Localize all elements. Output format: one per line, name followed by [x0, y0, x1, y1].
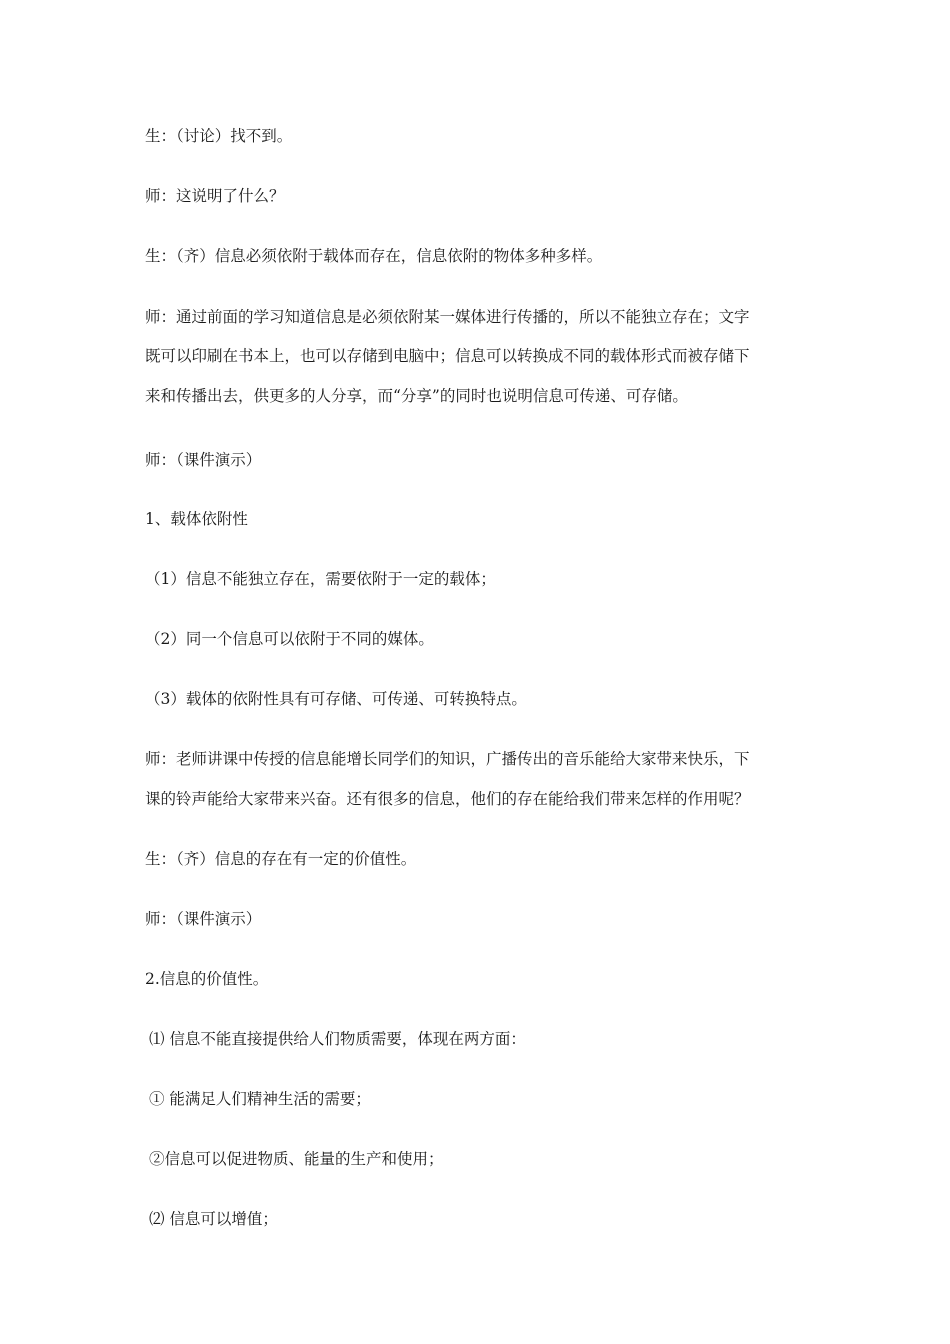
list-item-2: （2）同一个信息可以依附于不同的媒体。: [145, 630, 434, 648]
paragraph-teacher-question: 师：这说明了什么？: [145, 187, 285, 205]
list-item-3: （3）载体的依附性具有可存储、可传递、可转换特点。: [145, 690, 527, 708]
paragraph-student-discussion: 生：（讨论）找不到。: [145, 127, 293, 145]
paragraph-courseware-demo: 师：（课件演示）: [145, 451, 262, 469]
paragraph-teacher-value-line-2: 课的铃声能给大家带来兴奋。还有很多的信息，他们的存在能给我们带来怎样的作用呢？: [145, 790, 750, 808]
paragraph-teacher-value-line-1: 师：老师讲课中传授的信息能增长同学们的知识，广播传出的音乐能给大家带来快乐，下: [145, 750, 750, 768]
list-item-value-2: ⑵ 信息可以增值；: [149, 1210, 278, 1228]
list-item-1: （1）信息不能独立存在，需要依附于一定的载体；: [145, 570, 496, 588]
paragraph-teacher-explanation-line-2: 既可以印刷在书本上，也可以存储到电脑中；信息可以转换成不同的载体形式而被存储下: [145, 347, 750, 365]
paragraph-courseware-demo-2: 师：（课件演示）: [145, 910, 262, 928]
paragraph-teacher-explanation-line-1: 师：通过前面的学习知道信息是必须依附某一媒体进行传播的，所以不能独立存在；文字: [145, 308, 750, 326]
heading-carrier-dependency: 1、载体依附性: [145, 510, 248, 528]
paragraph-student-answer: 生：（齐）信息必须依附于载体而存在，信息依附的物体多种多样。: [145, 247, 603, 265]
paragraph-teacher-explanation-line-3: 来和传播出去，供更多的人分享，而“分享”的同时也说明信息可传递、可存储。: [145, 387, 688, 405]
heading-information-value: 2.信息的价值性。: [145, 970, 269, 988]
list-item-value-1b: ②信息可以促进物质、能量的生产和使用；: [149, 1150, 444, 1168]
list-item-value-1a: ① 能满足人们精神生活的需要；: [149, 1090, 371, 1108]
list-item-value-1: ⑴ 信息不能直接提供给人们物质需要，体现在两方面：: [149, 1030, 526, 1048]
paragraph-student-value: 生：（齐）信息的存在有一定的价值性。: [145, 850, 417, 868]
